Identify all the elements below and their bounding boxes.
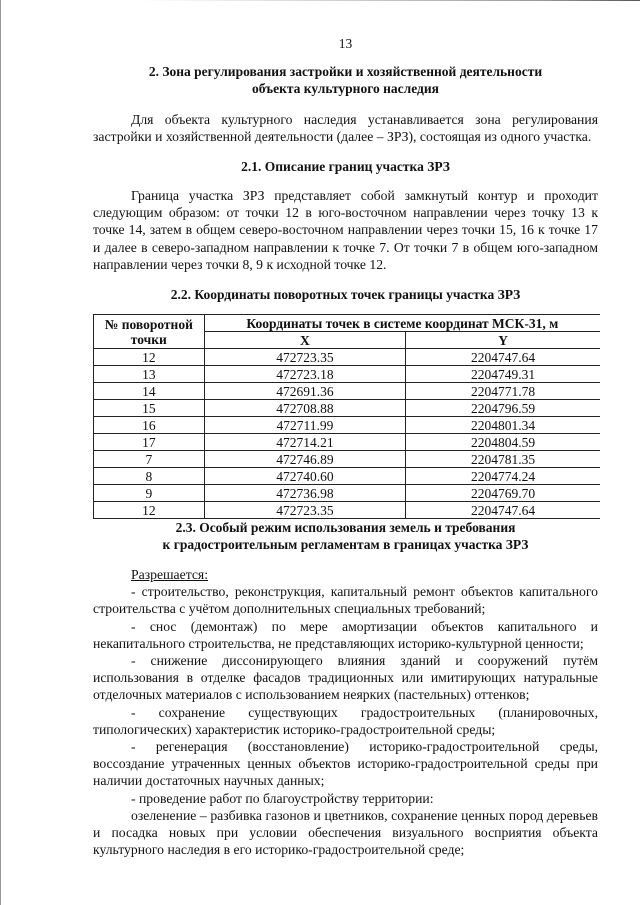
section-2-3-title-line1: 2.3. Особый режим использования земель и требования [175,520,516,535]
point-cell: 12 [94,349,205,366]
point-cell: 7 [94,451,205,468]
list-item: - регенерация (восстановление) историко-градостроительной среды, воссоздание утраченных ценных объектов историко-градостроительной среды при наличии достаточных научных данных; [93,739,598,789]
section-2-heading [93,63,598,97]
point-cell: 17 [94,434,205,451]
table-row [94,400,601,417]
table-row [94,349,601,366]
point-cell: 14 [94,383,205,400]
x-cell: 472708.88 [204,400,406,417]
point-cell: 9 [94,485,205,502]
point-cell: 15 [94,400,205,417]
y-cell: 2204769.70 [406,485,600,502]
y-cell: 2204774.24 [406,468,600,485]
x-cell: 472736.98 [204,485,406,502]
x-cell: 472740.60 [204,468,406,485]
scan-edge [140,0,640,1]
point-cell: 8 [94,468,205,485]
table-row [94,468,601,485]
list-item: - сохранение существующих градостроительных (планировочных, типологических) характеристик историко-градостроительной среды; [93,704,598,737]
y-cell: 2204747.64 [406,502,600,519]
section-2-2-title: 2.2. Координаты поворотных точек границы участка ЗРЗ [170,287,521,302]
section-2-title-line2: объекта культурного наследия [252,81,439,96]
page-number: 13 [338,36,353,51]
x-cell: 472723.18 [204,366,406,383]
section-2-intro: Для объекта культурного наследия устанавливается зона регулирования застройки и хозяйственной деятельности (далее – ЗРЗ), состоящая из одного участка. [93,112,598,145]
y-cell: 2204771.78 [406,383,600,400]
section-2-3-heading [93,519,598,553]
x-cell: 472714.21 [204,434,406,451]
x-cell: 472711.99 [204,417,406,434]
allowed-label: Разрешается: [131,567,209,582]
x-cell: 472723.35 [204,349,406,366]
point-cell: 13 [94,366,205,383]
header-coordinates: Координаты точек в системе координат МСК-31, м [204,315,600,332]
section-2-title-line1: 2. Зона регулирования застройки и хозяйственной деятельности [148,64,543,79]
header-x: X [204,332,406,349]
table-row [94,451,601,468]
list-item: - строительство, реконструкция, капитальный ремонт объектов капитального строительства с учётом дополнительных специальных требований; [93,584,598,617]
x-cell: 472746.89 [204,451,406,468]
section-2-3-title-line2: к градостроительным регламентам в границах участка ЗРЗ [162,537,529,552]
table-row [94,417,601,434]
section-2-3-body [93,566,598,858]
header-y: Y [406,332,600,349]
coordinates-table [93,314,600,519]
section-2-1-text: Граница участка ЗРЗ представляет собой замкнутый контур и проходит следующим образом: от точки 12 в юго-восточном направлении через точку 13 к точке 14, затем в общем северо-восточном направлении через точки 15, 16 к точке 17 и далее в северо-западном направлении к точке 7. От точки 7 в общем юго-западном направлении через точки 8, 9 к исходной точке 12. [93,188,598,272]
scan-edge [0,0,1,905]
list-item: озеленение – разбивка газонов и цветников, сохранение ценных пород деревьев и посадка новых при условии обеспечения визуального восприятия объекта культурного наследия в его историко-градостроительной среде; [93,807,598,858]
table-row [94,485,601,502]
x-cell: 472691.36 [204,383,406,400]
coordinates-table-body [94,349,601,519]
point-cell: 12 [94,502,205,519]
y-cell: 2204747.64 [406,349,600,366]
table-row [94,502,601,519]
x-cell: 472723.35 [204,502,406,519]
table-row [94,366,601,383]
list-item: - снижение диссонирующего влияния зданий и сооружений путём использования в отделке фасадов традиционных или имитирующих натуральные отделочных материалов с использованием неярких (пастельных) оттенков; [93,653,598,703]
list-item: - снос (демонтаж) по мере амортизации объектов капитального и некапитального строительства, не представляющих историко-культурной ценности; [93,618,598,651]
y-cell: 2204796.59 [406,400,600,417]
y-cell: 2204781.35 [406,451,600,468]
list-item: - проведение работ по благоустройству территории: [131,790,434,806]
y-cell: 2204749.31 [406,366,600,383]
y-cell: 2204804.59 [406,434,600,451]
header-point-number: № поворотной точки [94,315,205,349]
allowed-label-line [93,566,598,583]
table-row [94,434,601,451]
table-row [94,383,601,400]
y-cell: 2204801.34 [406,417,600,434]
point-cell: 16 [94,417,205,434]
section-2-1-title: 2.1. Описание границ участка ЗРЗ [241,159,450,174]
